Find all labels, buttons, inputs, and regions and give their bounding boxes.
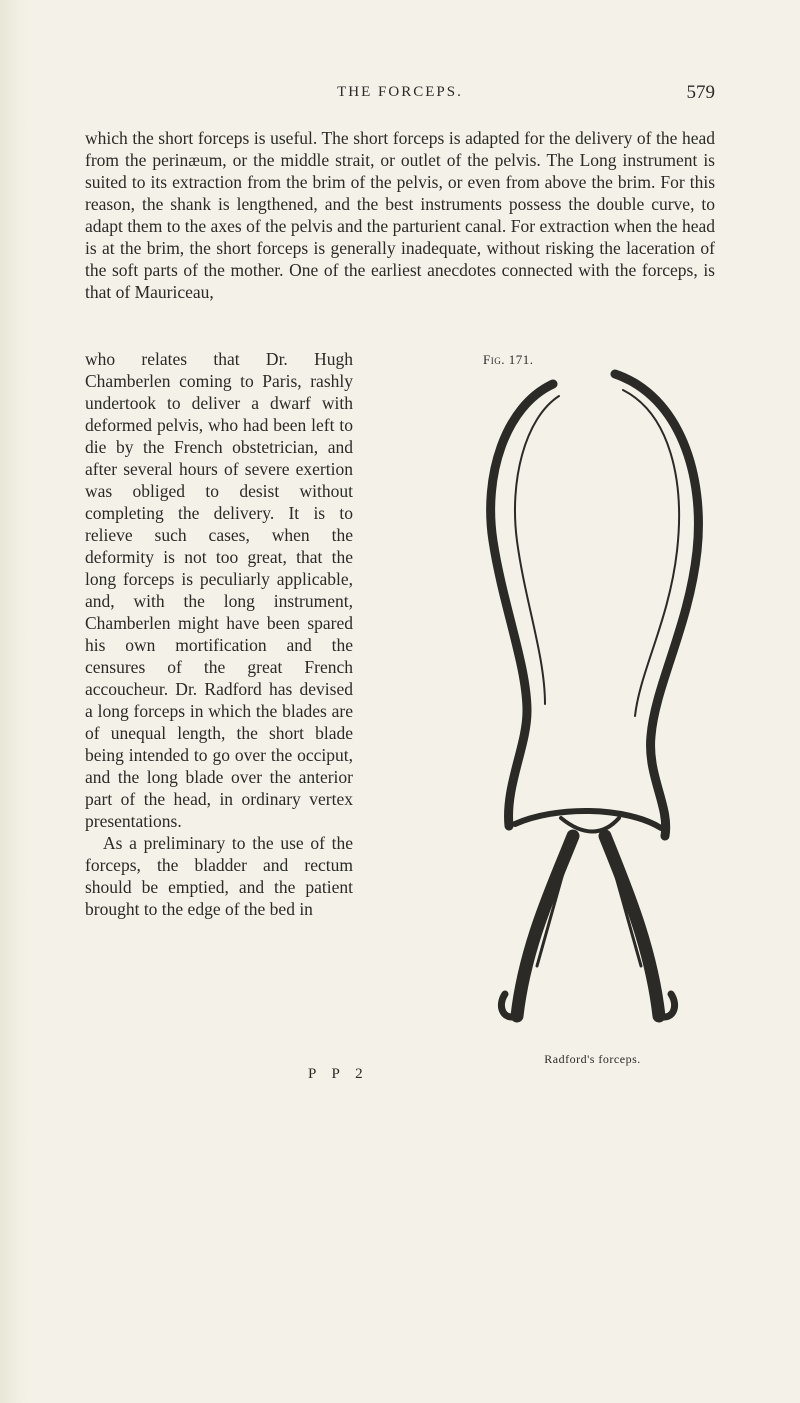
running-head <box>85 84 715 108</box>
lock-joint <box>561 818 619 832</box>
figure-caption: Radford's forceps. <box>544 1052 641 1066</box>
body-text-column <box>85 348 353 920</box>
figure-171 <box>465 352 720 1072</box>
body-paragraph-narrow: who relates that Dr. Hugh Chamberlen coming to Paris, rashly undertook to deliver a dwarf with deformed pelvis, who had been left to die by the French obstetrician, and after several hours of severe exertion was obliged to desist without completing the delivery. It is to relieve such cases, when the deformity is not too great, that the long forceps is peculiarly applicable, and, with the long instrument, Chamberlen might have been spared his own mortification and the censures of the great French accoucheur. Dr. Radford has devised a long forceps in which the blades are of unequal length, the short blade being intended to go over the occiput, and the long blade over the anterior part of the head, in ordinary vertex presentations. <box>85 349 353 831</box>
left-handle <box>517 836 573 1016</box>
running-title: THE FORCEPS. <box>337 84 463 100</box>
right-blade-outer <box>615 374 698 836</box>
left-blade-outer <box>491 384 553 826</box>
forceps-lock <box>515 811 661 828</box>
body-paragraph-full-width: which the short forceps is useful. The short forceps is adapted for the delivery of the head from the perinæum, or the middle strait, or outlet of the pelvis. The Long instrument is suited to its extraction from the brim of the pelvis, or even from above the brim. For this reason, the shank is lengthened, and the best instruments possess the double curve, to adapt them to the axes of the pelvis and the parturient canal. For extraction when the head is at the brim, the short forceps is generally inadequate, without risking the laceration of the soft parts of the mother. One of the earliest anecdotes connected with the forceps, is that of Mauriceau, <box>85 128 715 302</box>
figure-label: Fig. 171. <box>483 352 534 367</box>
right-handle <box>605 836 659 1016</box>
printer-signature: P P 2 <box>308 1066 369 1082</box>
page-gutter-shadow <box>0 0 30 1403</box>
forceps-illustration <box>465 366 720 1046</box>
body-paragraph-next: As a preliminary to the use of the forceps, the bladder and rectum should be emptied, and the patient brought to the edge of the bed in <box>85 833 353 919</box>
page-number: 579 <box>686 82 715 103</box>
